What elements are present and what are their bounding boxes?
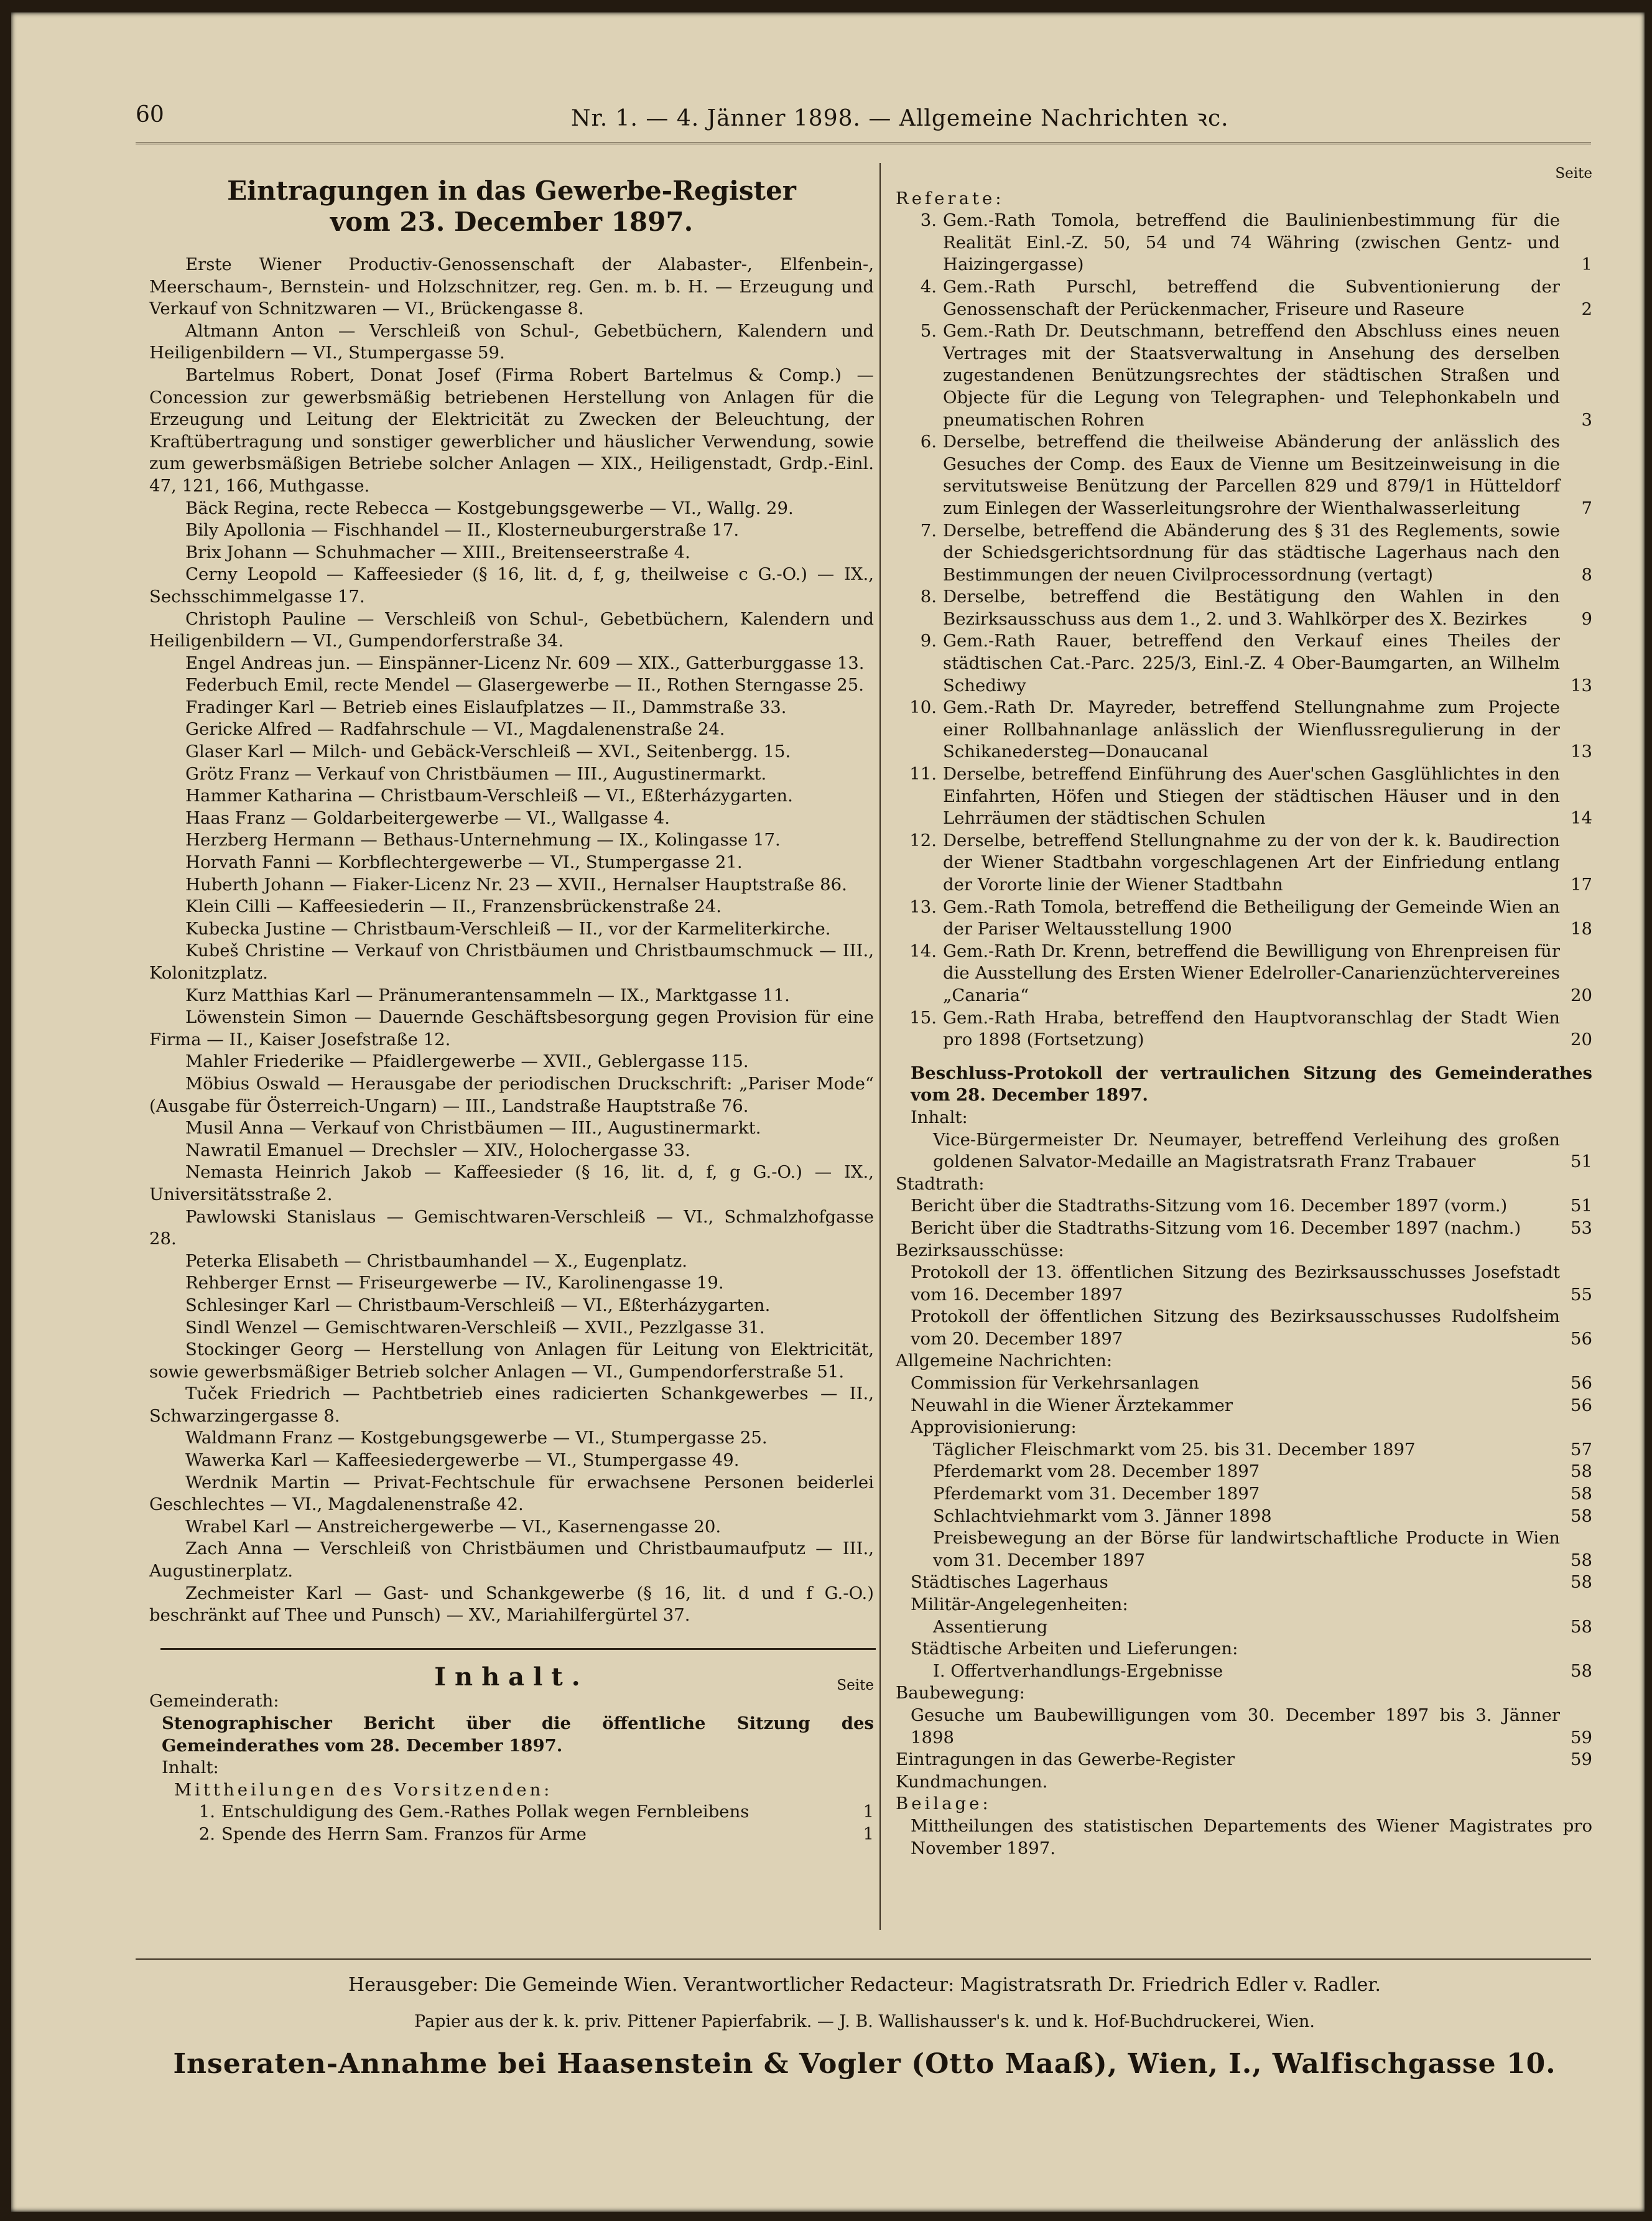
register-entry: Wrabel Karl — Anstreichergewerbe — VI., Kasernengasse 20. — [185, 1516, 722, 1537]
allg-item — [933, 1506, 1592, 1528]
beilage-item — [911, 1815, 1592, 1860]
register-entry: Kubeš Christine — Verkauf von Christbäumen und Christbaumschmuck — III., Kolonitzplatz. — [149, 941, 874, 983]
register-entry: Sindl Wenzel — Gemischtwaren-Verschleiß — XVII., Pezzlgasse 31. — [185, 1317, 765, 1338]
protokoll-item-page: 51 — [1571, 1152, 1592, 1172]
stadtrath-item — [911, 1195, 1592, 1218]
item-page: 9 — [1581, 608, 1592, 629]
item-text: Entschuldigung des Gem.-Rathes Pollak wegen Fernbleibens — [221, 1802, 749, 1822]
item-page: 17 — [1571, 875, 1592, 895]
protokoll-item-text: Vice-Bürgermeister Dr. Neumayer, betreffend Verleihung des großen goldenen Salvator-Medaille an Magistratsrath Franz Trabauer — [933, 1129, 1560, 1172]
gemeinderath-label: Gemeinderath: — [149, 1691, 279, 1711]
referat-item — [896, 210, 1592, 276]
mitth-item — [174, 1823, 874, 1846]
item-page: 1 — [1581, 254, 1592, 275]
item-page: 20 — [1571, 985, 1592, 1005]
register-entry: Horvath Fanni — Korbflechtergewerbe — VI., Stumpergasse 21. — [185, 852, 743, 873]
item-page: 7 — [1581, 498, 1592, 518]
register-entry: Hammer Katharina — Christbaum-Verschleiß — VI., Eßterházygarten. — [185, 786, 793, 806]
allg-item — [911, 1417, 1592, 1439]
register-entry: Schlesinger Karl — Christbaum-Verschleiß — VI., Eßterházygarten. — [185, 1295, 771, 1315]
register-entry: Cerny Leopold — Kaffeesieder (§ 16, lit. d, f, g, theilweise c G.-O.) — IX., Sechsschimmelgasse 17. — [149, 564, 874, 607]
toc-text: Pferdemarkt vom 31. December 1897 — [933, 1484, 1260, 1504]
allg-list — [896, 1372, 1592, 1682]
mitth-item — [174, 1801, 874, 1823]
item-number: 6. — [920, 432, 937, 452]
referat-item — [896, 630, 1592, 697]
seite-label: Seite — [837, 1677, 874, 1693]
page-number: 60 — [136, 102, 164, 128]
item-number: 1. — [198, 1802, 215, 1822]
item-number: 14. — [909, 941, 937, 961]
toc-page: 51 — [1571, 1196, 1592, 1216]
register-entry: Gericke Alfred — Radfahrschule — VI., Magdalenenstraße 24. — [185, 719, 725, 740]
register-entry: Engel Andreas jun. — Einspänner-Licenz Nr. 609 — XIX., Gatterburggasse 13. — [185, 653, 865, 673]
item-number: 3. — [920, 210, 937, 231]
register-entry: Glaser Karl — Milch- und Gebäck-Verschleiß — XVI., Seitenbergg. 15. — [185, 742, 791, 762]
eintragungen-page: 59 — [1571, 1749, 1592, 1770]
allg-item — [933, 1527, 1592, 1571]
stadtrath-list — [911, 1195, 1592, 1239]
register-entry: Werdnik Martin — Privat-Fechtschule für erwachsene Personen beiderlei Geschlechtes — VI., Magdalenenstraße 42. — [149, 1472, 874, 1515]
item-text: Gem.-Rath Dr. Deutschmann, betreffend den Abschluss eines neuen Vertrages mit der Staatsverwaltung in Ansehung des derselben zugestandenen Benützungsrechtes der städtischen Straßen und Objecte für die Legung von Telegraphen- und Telephonkabeln und pneumatischen Rohren — [943, 321, 1560, 430]
referate-list — [896, 210, 1592, 1051]
beilage-text: Mittheilungen des statistischen Departements des Wiener Magistrates pro November 1897. — [911, 1815, 1592, 1858]
register-entry: Mahler Friederike — Pfaidlergewerbe — XVII., Geblergasse 115. — [185, 1051, 749, 1072]
register-entry: Bily Apollonia — Fischhandel — II., Klosterneuburgerstraße 17. — [185, 520, 740, 541]
register-entry: Stockinger Georg — Herstellung von Anlagen für Leitung von Elektricität, sowie gewerbsmäßiger Betrieb solcher Anlagen — VI., Gumpendorferstraße 51. — [149, 1339, 874, 1382]
register-entry: Bäck Regina, recte Rebecca — Kostgebungsgewerbe — VI., Wallg. 29. — [185, 498, 794, 518]
toc-page: 58 — [1571, 1660, 1592, 1681]
stadtrath-label: Stadtrath: — [896, 1173, 985, 1194]
item-page: 3 — [1581, 409, 1592, 430]
register-entries — [149, 254, 874, 1627]
toc-page: 58 — [1571, 1461, 1592, 1482]
toc-page: 59 — [1571, 1727, 1592, 1748]
bau-list — [911, 1705, 1592, 1749]
item-page: 13 — [1571, 675, 1592, 696]
item-page: 8 — [1581, 564, 1592, 585]
item-text: Derselbe, betreffend die theilweise Abänderung der anlässlich des Gesuches der Comp. des Eaux de Vienne um Besitzeinweisung in die servitutsweise Benützung der Parcellen 829 und 879/1 in Hütteldorf zum Einlegen der Wasserleitungsrohre der Wienthalwasserleitung — [943, 432, 1560, 518]
allg-item — [911, 1395, 1592, 1417]
protokoll-inhalt-label: Inhalt: — [911, 1107, 968, 1127]
toc-page: 56 — [1571, 1373, 1592, 1394]
item-page: 1 — [863, 1802, 874, 1822]
allg-item — [933, 1439, 1592, 1461]
item-text: Gem.-Rath Purschl, betreffend die Subventionierung der Genossenschaft der Perückenmacher, Friseure und Raseure — [943, 276, 1560, 319]
toc-page: 56 — [1571, 1328, 1592, 1349]
item-page: 20 — [1571, 1030, 1592, 1050]
item-number: 2. — [198, 1823, 215, 1844]
page-header — [136, 93, 1591, 137]
kundmachungen: Kundmachungen. — [896, 1771, 1048, 1792]
toc-text: Täglicher Fleischmarkt vom 25. bis 31. December 1897 — [933, 1439, 1416, 1460]
mitth-list — [149, 1801, 874, 1845]
item-text: Derselbe, betreffend die Abänderung des § 31 des Reglements, sowie der Schiedsgerichtsordnung für das städtische Lagerhaus nach den Bestimmungen der neuen Civilprocessordnung (vertagt) — [943, 520, 1560, 585]
register-entry: Pawlowski Stanislaus — Gemischtwaren-Verschleiß — VI., Schmalzhofgasse 28. — [149, 1206, 874, 1249]
toc-text: Protokoll der 13. öffentlichen Sitzung des Bezirksausschusses Josefstadt vom 16. December 1897 — [911, 1262, 1560, 1305]
mitth-label: Mittheilungen des Vorsitzenden: — [174, 1779, 553, 1800]
item-text: Gem.-Rath Dr. Mayreder, betreffend Stellungnahme zum Projecte einer Rollbahnanlage anlässlich der Wienflussregulierung in der Schikanedersteg—Donaucanal — [943, 697, 1560, 762]
item-page: 13 — [1571, 742, 1592, 762]
item-text: Gem.-Rath Tomola, betreffend die Betheiligung der Gemeinde Wien an der Pariser Weltausstellung 1900 — [943, 896, 1560, 939]
referat-item — [896, 431, 1592, 519]
left-column — [149, 163, 874, 1846]
toc-text: Approvisionierung: — [911, 1417, 1077, 1438]
item-number: 5. — [920, 321, 937, 342]
toc-page: 57 — [1571, 1439, 1592, 1460]
item-number: 9. — [920, 631, 937, 651]
toc-text: Städtisches Lagerhaus — [911, 1572, 1108, 1593]
toc-text: Preisbewegung an der Börse für landwirtschaftliche Producte in Wien vom 31. December 1897 — [933, 1528, 1560, 1570]
allg-item — [933, 1616, 1592, 1639]
beilage-label: Beilage: — [896, 1794, 991, 1814]
protokoll-item — [933, 1129, 1592, 1173]
eintragungen-item — [896, 1749, 1592, 1771]
item-page: 18 — [1571, 919, 1592, 939]
allg-item — [911, 1594, 1592, 1616]
register-entry: Federbuch Emil, recte Mendel — Glasergewerbe — II., Rothen Sterngasse 25. — [185, 675, 865, 696]
register-entry: Grötz Franz — Verkauf von Christbäumen — III., Augustinermarkt. — [185, 763, 767, 784]
bezirk-item — [911, 1306, 1592, 1350]
referate-label: Referate: — [896, 188, 1005, 208]
allg-item — [933, 1461, 1592, 1483]
referat-item — [896, 520, 1592, 587]
allg-item — [911, 1571, 1592, 1594]
item-number: 8. — [920, 587, 937, 607]
toc-page: 56 — [1571, 1395, 1592, 1415]
register-entry: Löwenstein Simon — Dauernde Geschäftsbesorgung gegen Provision für eine Firma — II., Kaiser Josefstraße 12. — [149, 1007, 874, 1050]
referat-item — [896, 763, 1592, 830]
register-entry: Rehberger Ernst — Friseurgewerbe — IV., Karolinengasse 19. — [185, 1273, 724, 1293]
printer-line: Papier aus der k. k. priv. Pittener Papierfabrik. — J. B. Wallishausser's k. und k. Hof-Buchdruckerei, Wien. — [414, 2012, 1315, 2031]
referat-item — [896, 586, 1592, 630]
seite-label-right: Seite — [1555, 165, 1592, 182]
item-text: Gem.-Rath Hraba, betreffend den Hauptvoranschlag der Stadt Wien pro 1898 (Fortsetzung) — [943, 1007, 1560, 1050]
register-entry: Haas Franz — Goldarbeitergewerbe — VI., Wallgasse 4. — [185, 808, 671, 828]
toc-text: Schlachtviehmarkt vom 3. Jänner 1898 — [933, 1506, 1272, 1526]
toc-text: I. Offertverhandlungs-Ergebnisse — [933, 1660, 1223, 1681]
register-entry: Klein Cilli — Kaffeesiederin — II., Franzensbrückenstraße 24. — [185, 896, 722, 917]
bezirk-list — [911, 1262, 1592, 1350]
referat-item — [896, 1007, 1592, 1051]
allg-item — [933, 1660, 1592, 1683]
bezirk-item — [911, 1262, 1592, 1306]
running-title: Nr. 1. — 4. Jänner 1898. — Allgemeine Nachrichten ꝛc. — [571, 106, 1229, 131]
register-entry: Nawratil Emanuel — Drechsler — XIV., Holochergasse 33. — [185, 1140, 690, 1160]
register-entry: Brix Johann — Schuhmacher — XIII., Breitenseerstraße 4. — [185, 542, 690, 562]
toc-text: Gesuche um Baubewilligungen vom 30. December 1897 bis 3. Jänner 1898 — [911, 1705, 1560, 1748]
referat-item — [896, 320, 1592, 431]
item-page: 1 — [863, 1823, 874, 1844]
item-text: Spende des Herrn Sam. Franzos für Arme — [221, 1823, 587, 1844]
advert-line: Inseraten-Annahme bei Haasenstein & Vogler (Otto Maaß), Wien, I., Walfischgasse 10. — [173, 2048, 1556, 2080]
stadtrath-item — [911, 1218, 1592, 1240]
register-title-line2: vom 23. December 1897. — [330, 207, 694, 237]
referat-item — [896, 276, 1592, 320]
register-entry: Nemasta Heinrich Jakob — Kaffeesieder (§ 16, lit. d, f, g G.-O.) — IX., Universitätsstraße 2. — [149, 1162, 874, 1204]
publisher-line: Herausgeber: Die Gemeinde Wien. Verantwortlicher Redacteur: Magistratsrath Dr. Friedrich Edler v. Radler. — [348, 1974, 1381, 1996]
toc-page: 58 — [1571, 1484, 1592, 1504]
register-entry: Waldmann Franz — Kostgebungsgewerbe — VI., Stumpergasse 25. — [185, 1428, 768, 1448]
item-number: 11. — [909, 764, 937, 785]
referat-item — [896, 941, 1592, 1007]
page-footer — [137, 1972, 1592, 2082]
toc-text: Commission für Verkehrsanlagen — [911, 1373, 1199, 1394]
item-text: Gem.-Rath Rauer, betreffend den Verkauf eines Theiles der städtischen Cat.-Parc. 225/3, Einl.-Z. 4 Ober-Baumgarten, an Wilhelm Schediwy — [943, 631, 1560, 696]
toc-text: Bericht über die Stadtraths-Sitzung vom 16. December 1897 (vorm.) — [911, 1196, 1508, 1216]
item-number: 15. — [909, 1007, 937, 1028]
bau-item — [911, 1705, 1592, 1749]
inhalt-label: Inhalt: — [162, 1758, 219, 1778]
toc-text: Assentierung — [933, 1616, 1048, 1637]
toc-page: 58 — [1571, 1550, 1592, 1570]
register-title — [149, 175, 874, 238]
register-entry: Fradinger Karl — Betrieb eines Eislaufplatzes — II., Dammstraße 33. — [185, 697, 787, 717]
item-text: Derselbe, betreffend Einführung des Auer'schen Gasglühlichtes in den Einfahrten, Höfen und Stiegen der städtischen Häuser und in den Lehrräumen der städtischen Schulen — [943, 764, 1560, 829]
toc-page: 58 — [1571, 1616, 1592, 1637]
register-entry: Huberth Johann — Fiaker-Licenz Nr. 23 — XVII., Hernalser Hauptstraße 86. — [185, 874, 847, 895]
steno-title: Stenographischer Bericht über die öffentliche Sitzung des Gemeinderathes vom 28. December 1897. — [162, 1713, 874, 1756]
toc-text: Protokoll der öffentlichen Sitzung des Bezirksausschusses Rudolfsheim vom 20. December 1897 — [911, 1306, 1560, 1349]
inhalt-title: Inhalt. — [434, 1662, 589, 1692]
register-entry: Zach Anna — Verschleiß von Christbäumen und Christbaumaufputz — III., Augustinerplatz. — [149, 1539, 874, 1581]
item-number: 7. — [920, 520, 937, 541]
allg-item — [933, 1483, 1592, 1506]
item-number: 4. — [920, 276, 937, 297]
register-entry: Kubecka Justine — Christbaum-Verschleiß — II., vor der Karmeliterkirche. — [185, 918, 831, 939]
allg-item — [911, 1638, 1592, 1660]
inhalt-heading — [149, 1662, 874, 1693]
register-entry: Herzberg Hermann — Bethaus-Unternehmung — IX., Kolingasse 17. — [185, 830, 781, 850]
item-page: 2 — [1581, 299, 1592, 319]
register-entry: Kurz Matthias Karl — Pränumerantensammeln — IX., Marktgasse 11. — [185, 985, 790, 1005]
register-entry: Christoph Pauline — Verschleiß von Schul-, Gebetbüchern, Kalendern und Heiligenbildern — VI., Gumpendorferstraße 34. — [149, 608, 874, 651]
toc-text: Bericht über die Stadtraths-Sitzung vom 16. December 1897 (nachm.) — [911, 1218, 1521, 1238]
toc-text: Militär-Angelegenheiten: — [911, 1595, 1128, 1614]
item-text: Gem.-Rath Dr. Krenn, betreffend die Bewilligung von Ehrenpreisen für die Ausstellung des Ersten Wiener Edelroller-Canarienzüchtervereines „Canaria“ — [943, 941, 1560, 1005]
right-column — [896, 163, 1592, 1860]
footer-rule — [136, 1958, 1591, 1960]
toc-page: 58 — [1571, 1572, 1592, 1593]
toc-text: Städtische Arbeiten und Lieferungen: — [911, 1639, 1238, 1659]
allg-item — [911, 1372, 1592, 1395]
allg-label: Allgemeine Nachrichten: — [896, 1351, 1113, 1371]
register-entry: Zechmeister Karl — Gast- und Schankgewerbe (§ 16, lit. d und f G.-O.) beschränkt auf Thee und Punsch) — XV., Mariahilfergürtel 37. — [149, 1583, 874, 1626]
section-rule — [160, 1648, 876, 1650]
toc-page: 53 — [1571, 1218, 1592, 1238]
column-divider — [879, 163, 881, 1930]
toc-text: Neuwahl in die Wiener Ärztekammer — [911, 1395, 1233, 1415]
item-number: 12. — [909, 830, 937, 850]
toc-page: 58 — [1571, 1506, 1592, 1526]
referat-item — [896, 830, 1592, 896]
eintragungen-text: Eintragungen in das Gewerbe-Register — [896, 1749, 1235, 1770]
item-number: 13. — [909, 896, 937, 917]
register-entry: Peterka Elisabeth — Christbaumhandel — X., Eugenplatz. — [185, 1250, 687, 1271]
register-entry: Erste Wiener Productiv-Genossenschaft der Alabaster-, Elfenbein-, Meerschaum-, Bernstein- und Holzschnitzer, reg. Gen. m. b. H. — Erzeugung und Verkauf von Schnitzwaren — VI., Brückengasse 8. — [149, 254, 874, 319]
item-number: 10. — [909, 697, 937, 718]
register-entry: Tuček Friedrich — Pachtbetrieb eines radicierten Schankgewerbes — II., Schwarzingergasse 8. — [149, 1384, 874, 1426]
item-text: Gem.-Rath Tomola, betreffend die Baulinienbestimmung für die Realität Einl.-Z. 50, 54 und 74 Währing (zwischen Gentz- und Haizingergasse) — [943, 210, 1560, 275]
toc-page: 55 — [1571, 1284, 1592, 1305]
register-entry: Altmann Anton — Verschleiß von Schul-, Gebetbüchern, Kalendern und Heiligenbildern — VI., Stumpergasse 59. — [149, 320, 874, 363]
item-page: 14 — [1571, 808, 1592, 829]
toc-text: Pferdemarkt vom 28. December 1897 — [933, 1461, 1260, 1482]
bezirk-label: Bezirksausschüsse: — [896, 1240, 1064, 1260]
header-rule — [136, 142, 1591, 144]
item-text: Derselbe, betreffend Stellungnahme zu der von der k. k. Baudirection der Wiener Stadtbahn vorgeschlagenen Art der Einfriedung entlang der Vororte linie der Wiener Stadtbahn — [943, 830, 1560, 895]
bau-label: Baubewegung: — [896, 1683, 1025, 1703]
item-text: Derselbe, betreffend die Bestätigung den Wahlen in den Bezirksausschuss aus dem 1., 2. und 3. Wahlkörper des X. Bezirkes — [943, 587, 1560, 629]
register-title-line1: Eintragungen in das Gewerbe-Register — [227, 175, 796, 206]
referat-item — [896, 896, 1592, 941]
register-entry: Möbius Oswald — Herausgabe der periodischen Druckschrift: „Pariser Mode“ (Ausgabe für Österreich-Ungarn) — III., Landstraße Hauptstraße 76. — [149, 1073, 874, 1116]
register-entry: Wawerka Karl — Kaffeesiedergewerbe — VI., Stumpergasse 49. — [185, 1450, 740, 1471]
protokoll-title: Beschluss-Protokoll der vertraulichen Sitzung des Gemeinderathes vom 28. December 1897. — [911, 1063, 1592, 1106]
referat-item — [896, 697, 1592, 763]
register-entry: Bartelmus Robert, Donat Josef (Firma Robert Bartelmus & Comp.) — Concession zur gewerbsmäßig betriebenen Herstellung von Anlagen für die Erzeugung und Leitung der Elektricität zu Zwecken der Beleuchtung, der Kraftübertragung und sonstiger gewerblicher und häuslicher Verwendung, sowie zum gewerbsmäßigen Betriebe solcher Anlagen — XIX., Heiligenstadt, Grdp.-Einl. 47, 121, 166, Muthgasse. — [149, 365, 874, 496]
register-entry: Musil Anna — Verkauf von Christbäumen — III., Augustinermarkt. — [185, 1118, 761, 1138]
